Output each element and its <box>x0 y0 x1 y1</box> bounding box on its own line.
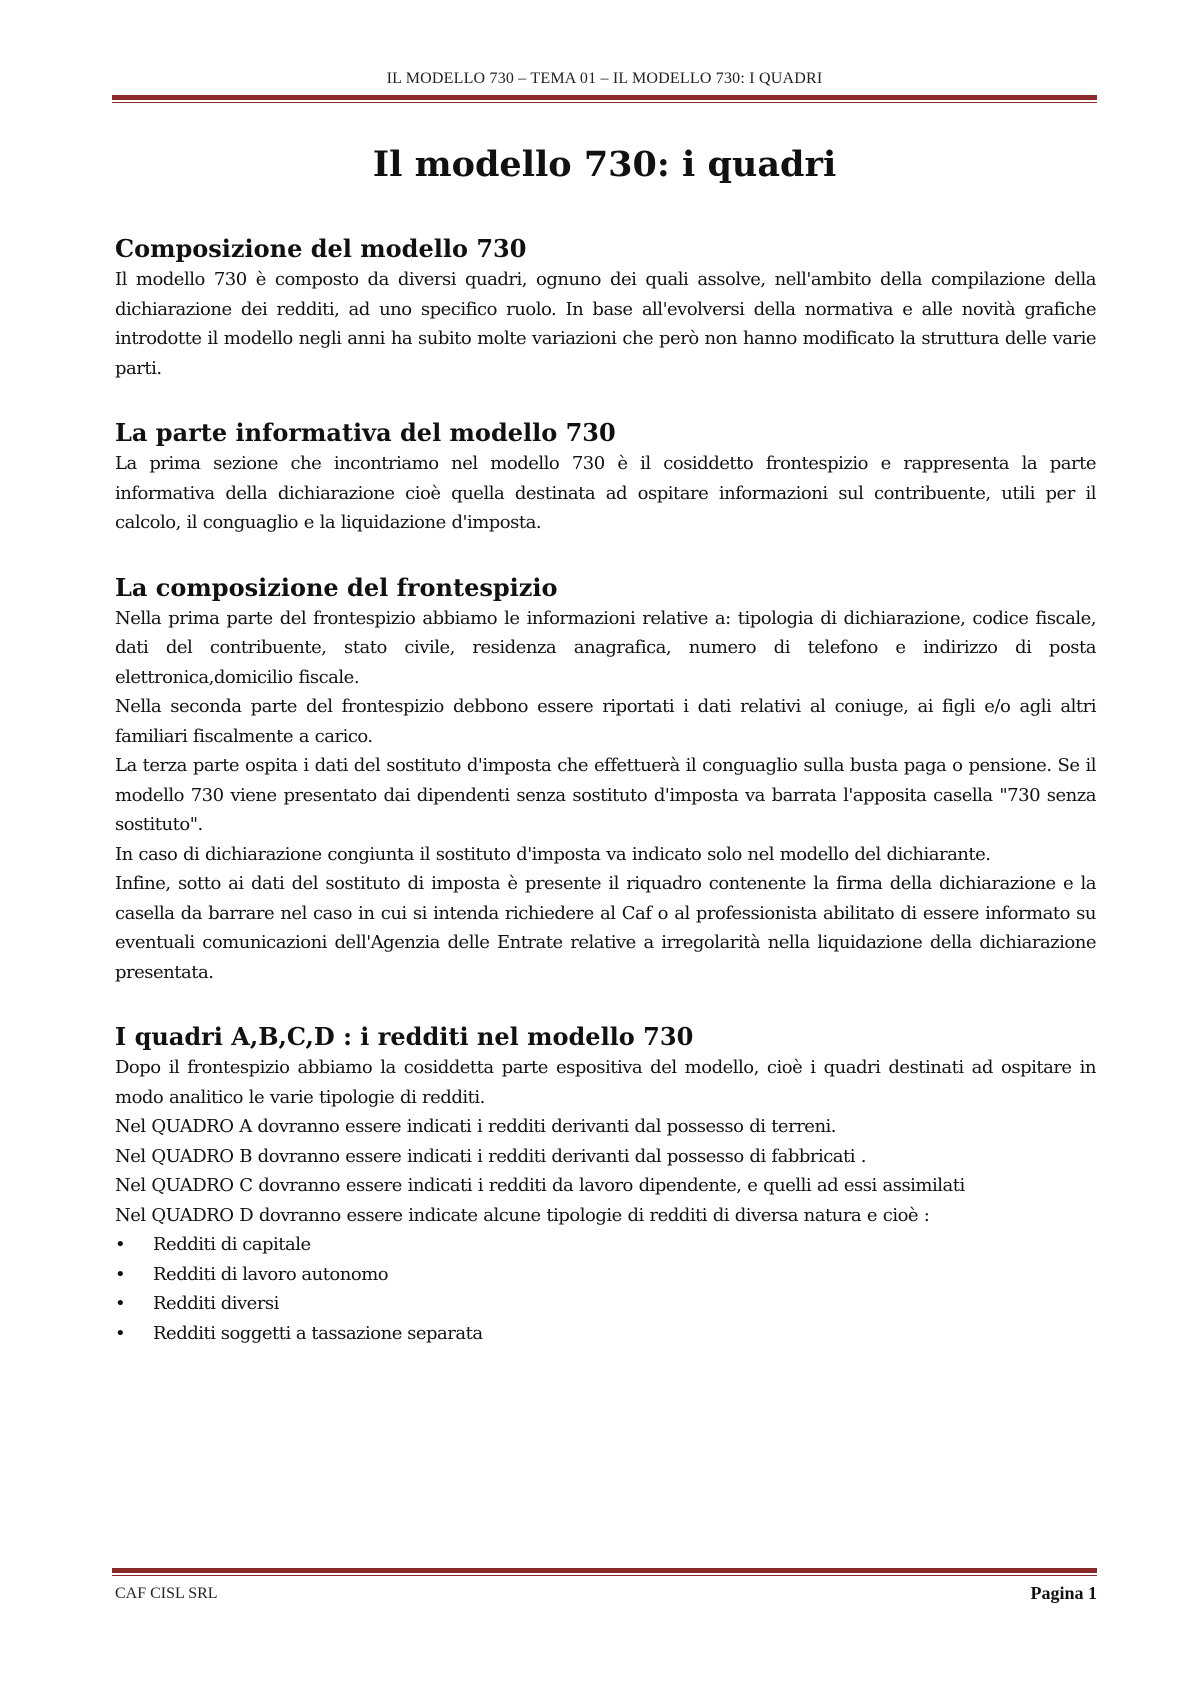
paragraph: La terza parte ospita i dati del sostituto d'imposta che effettuerà il conguaglio sulla busta paga o pensione. Se il modello 730 viene presentato dai dipendenti senza sostituto d'imposta va barrata l'apposita casella "730 senza sostituto". <box>115 755 1096 835</box>
bullet-icon: • <box>115 1293 126 1314</box>
list-item-text: Redditi di capitale <box>153 1234 311 1255</box>
paragraph: Nel QUADRO B dovranno essere indicati i redditi derivanti dal possesso di fabbricati . <box>115 1145 866 1167</box>
section-heading: La composizione del frontespizio <box>115 572 558 602</box>
paragraph: Nel QUADRO D dovranno essere indicate alcune tipologie di redditi di diversa natura e cioè : <box>115 1204 930 1226</box>
header-rule <box>112 95 1097 103</box>
document-body <box>115 232 1096 1348</box>
paragraph: Infine, sotto ai dati del sostituto di imposta è presente il riquadro contenente la firma della dichiarazione e la casella da barrare nel caso in cui si intenda richiedere al Caf o al professionista abilitato di essere informato su eventuali comunicazioni dell'Agenzia delle Entrate relative a irregolarità nella liquidazione della dichiarazione presentata. <box>115 873 1096 983</box>
bullet-list <box>115 1230 1096 1348</box>
list-item <box>115 1319 1096 1349</box>
list-item-text: Redditi soggetti a tassazione separata <box>153 1322 483 1344</box>
document-title: Il modello 730: i quadri <box>372 144 837 185</box>
section-frontespizio <box>115 571 1096 988</box>
list-item <box>115 1260 1096 1290</box>
paragraph: In caso di dichiarazione congiunta il sostituto d'imposta va indicato solo nel modello del dichiarante. <box>115 843 991 865</box>
paragraph: Dopo il frontespizio abbiamo la cosiddetta parte espositiva del modello, cioè i quadri destinati ad ospitare in modo analitico le varie tipologie di redditi. <box>115 1057 1096 1108</box>
list-item-text: Redditi di lavoro autonomo <box>153 1263 389 1285</box>
bullet-icon: • <box>115 1234 126 1255</box>
section-quadri-redditi <box>115 1020 1096 1348</box>
paragraph: Nella prima parte del frontespizio abbiamo le informazioni relative a: tipologia di dichiarazione, codice fiscale, dati del contribuente, stato civile, residenza anagrafica, numero di telefono e indirizzo di posta elettronica,domicilio fiscale. <box>115 607 1096 688</box>
section-heading: I quadri A,B,C,D : i redditi nel modello 730 <box>115 1022 694 1051</box>
paragraph: Il modello 730 è composto da diversi quadri, ognuno dei quali assolve, nell'ambito della compilazione della dichiarazione dei redditi, ad uno specifico ruolo. In base all'evolversi della normativa e alle novità grafiche introdotte il modello negli anni ha subito molte variazioni che però non hanno modificato la struttura delle varie parti. <box>115 269 1096 379</box>
list-item-text: Redditi diversi <box>153 1293 279 1314</box>
bullet-icon: • <box>115 1322 126 1344</box>
running-header: IL MODELLO 730 – TEMA 01 – IL MODELLO 730: I QUADRI <box>386 70 823 87</box>
paragraph: Nel QUADRO A dovranno essere indicati i redditi derivanti dal possesso di terreni. <box>115 1116 837 1137</box>
section-heading: Composizione del modello 730 <box>115 234 527 263</box>
section-heading: La parte informativa del modello 730 <box>115 418 616 447</box>
page-number: Pagina 1 <box>1030 1583 1097 1603</box>
paragraph: Nel QUADRO C dovranno essere indicati i redditi da lavoro dipendente, e quelli ad essi assimilati <box>115 1175 965 1196</box>
footer-company: CAF CISL SRL <box>115 1585 218 1602</box>
footer-rule <box>112 1568 1097 1576</box>
list-item <box>115 1289 1096 1319</box>
section-parte-informativa <box>115 416 1096 538</box>
paragraph: La prima sezione che incontriamo nel modello 730 è il cosiddetto frontespizio e rappresenta la parte informativa della dichiarazione cioè quella destinata ad ospitare informazioni sul contribuente, utili per il calcolo, il conguaglio e la liquidazione d'imposta. <box>115 453 1096 533</box>
paragraph: Nella seconda parte del frontespizio debbono essere riportati i dati relativi al coniuge, ai figli e/o agli altri familiari fiscalmente a carico. <box>115 696 1096 747</box>
section-composizione <box>115 232 1096 383</box>
list-item <box>115 1230 1096 1260</box>
bullet-icon: • <box>115 1263 126 1285</box>
